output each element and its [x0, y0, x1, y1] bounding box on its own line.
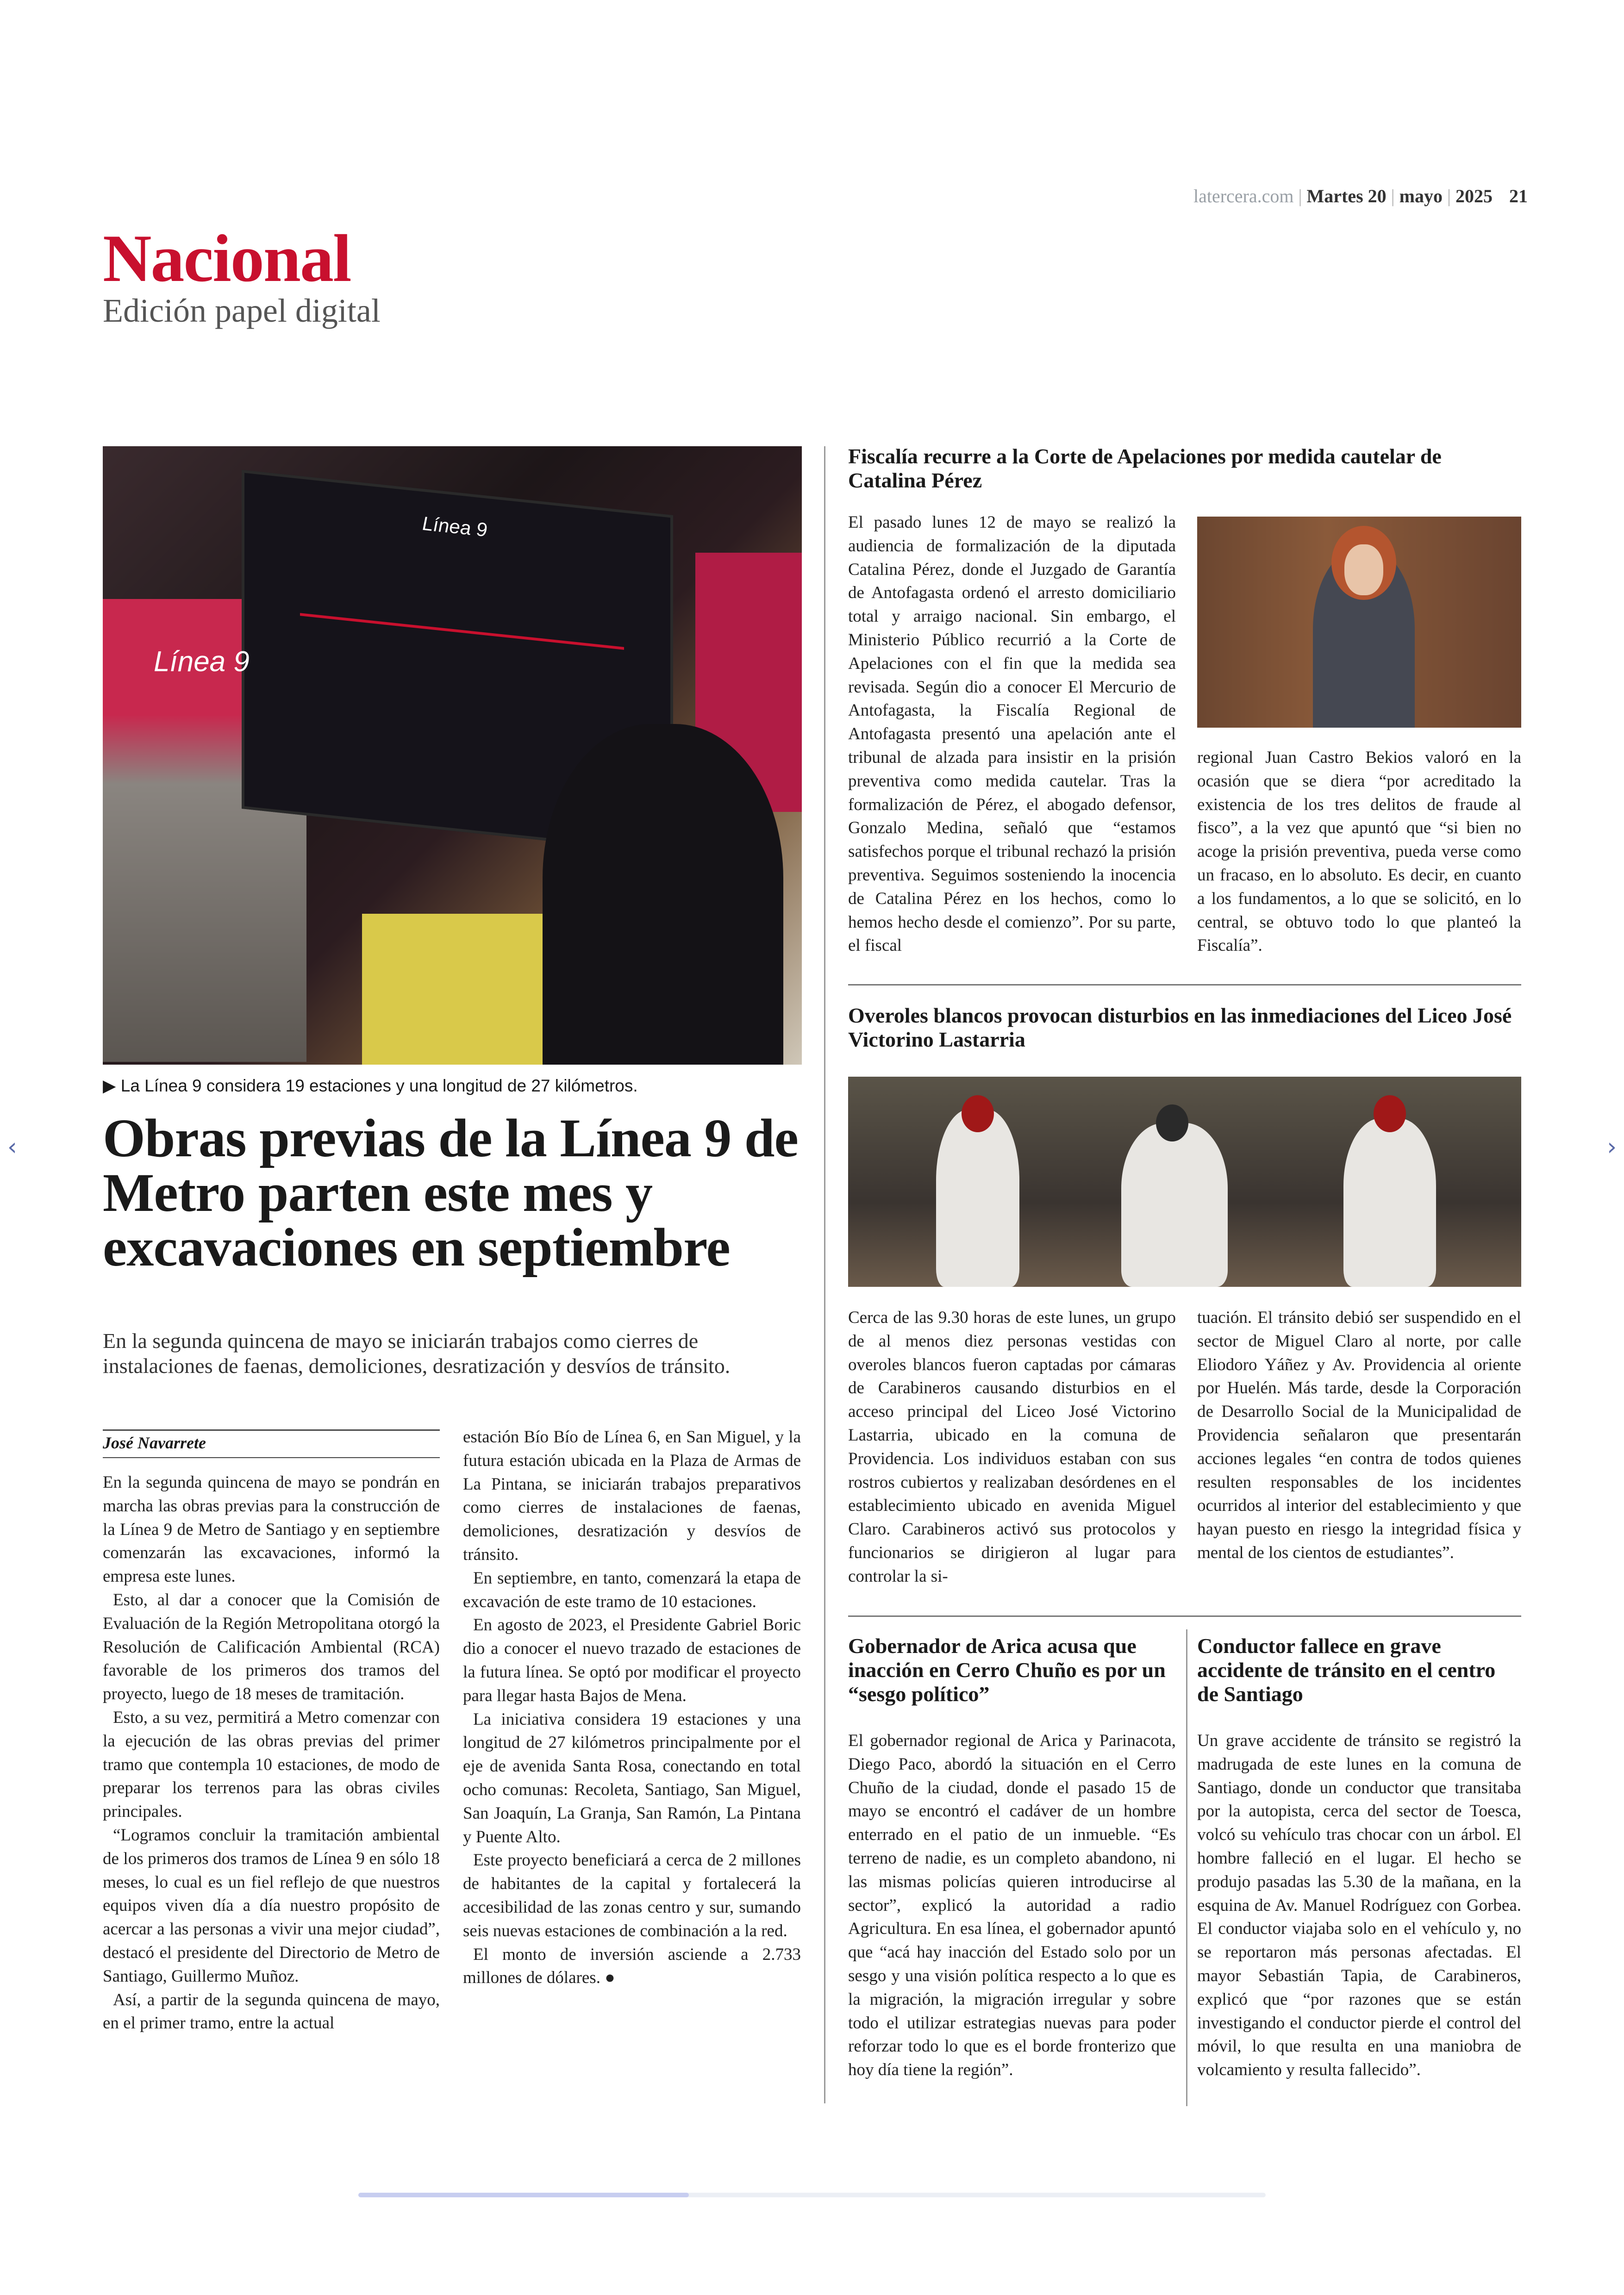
divider: |	[1447, 186, 1451, 206]
overoles-blancos-photo	[848, 1077, 1521, 1287]
main-deck: En la segunda quincena de mayo se iniciarán trabajos como cierres de instalaciones de faenas, demoliciones, desratización y desvíos de tránsito.	[103, 1329, 731, 1378]
photo-mask	[1156, 1104, 1188, 1141]
byline: José Navarrete	[103, 1434, 206, 1452]
paragraph: tuación. El tránsito debió ser suspendido en el sector de Miguel Claro al norte, por calle Eliodoro Yáñez y Av. Providencia al oriente por Huelén. Más tarde, desde la Corporación de Desarrollo Social de la Municipalidad de Providencia señalaron que presentarán acciones legales “en contra de todos quienes resulten responsables de los incidentes ocurridos al interior del establecimiento y que hayan puesto en riesgo la integridad física y mental de los cientos de estudiantes”.	[1197, 1308, 1521, 1562]
paragraph: Cerca de las 9.30 horas de este lunes, un grupo de al menos diez personas vestidas con overoles blancos fueron captadas por cámaras de Carabineros causando disturbios en el acceso principal del Liceo José Victorino Lastarria, ubicado en la comuna de Providencia. Los individuos estaban con sus rostros cubiertos y realizaban desórdenes en el establecimiento ubicado en avenida Miguel Claro. Carabineros activó sus protocolos y funcionarios se dirigieron al lugar para controlar la si-	[848, 1308, 1176, 1586]
paragraph: estación Bío Bío de Línea 6, en San Miguel, y la futura estación ubicada en la Plaza de Armas de La Pintana, se iniciarán trabajos preparativos como cierres de instalaciones de faenas, demoliciones, desratización y desvíos de tránsito.	[463, 1428, 801, 1564]
story4-body	[1197, 1729, 1521, 2082]
photo-face	[1344, 544, 1383, 595]
divider: |	[1391, 186, 1395, 206]
paragraph: “Logramos concluir la tramitación ambiental de los primeros dos tramos de Línea 9 en sólo 18 meses, lo cual es un fiel reflejo de que nuestros equipos viven día a día nuestro propósito de acercar a las personas a vivir una mejor ciudad”, destacó el presidente del Directorio de Metro de Santiago, Guillermo Muñoz.	[103, 1825, 440, 1986]
photo-mask	[1374, 1095, 1406, 1132]
catalina-perez-photo	[1197, 517, 1521, 728]
photo-person	[1121, 1123, 1228, 1287]
paragraph: Así, a partir de la segunda quincena de mayo, en el primer tramo, entre la actual	[103, 1990, 440, 2033]
site-name[interactable]: latercera.com	[1193, 186, 1294, 206]
photo-person	[1343, 1118, 1436, 1287]
paragraph: Este proyecto beneficiará a cerca de 2 millones de habitantes de la capital y fortalecerá la accesibilidad de las zonas centro y sur, sumando seis nuevas estaciones de combinación a la red.	[463, 1851, 801, 1940]
paragraph: El pasado lunes 12 de mayo se realizó la audiencia de formalización de la diputada Catalina Pérez, donde el Juzgado de Garantía de Antofagasta ordenó el arresto domiciliario total y arraigo nacional. Sin embargo, el Ministerio Público recurrió a la Corte de Apelaciones con el fin que la medida sea revisada. Según dio a conocer El Mercurio de Antofagasta, la Fiscalía Regional de Antofagasta presentó una apelación ante el tribunal de alzada para insistir en la prisión preventiva como medida cautelar. Tras la formalización de Pérez, el abogado defensor, Gonzalo Medina, señaló que “estamos satisfechos porque el tribunal rechazó la prisión preventiva. Seguimos sosteniendo la inocencia de Catalina Pérez en los hechos, como lo hemos hecho desde el comienzo”. Por su parte, el fiscal	[848, 513, 1176, 955]
story2-headline: Overoles blancos provocan disturbios en las inmediaciones del Liceo José Victorino Lastarria	[848, 1004, 1512, 1051]
prev-page-chevron-icon[interactable]: ‹	[7, 1133, 17, 1161]
issue-day: Martes 20	[1306, 186, 1387, 206]
story-divider	[848, 1615, 1521, 1617]
paragraph: regional Juan Castro Bekios valoró en la ocasión que se diera “por acreditado la existencia de los tres delitos de fraude al fisco”, a la vez que apuntó que “si bien no acoge la prisión preventiva, pueda verse como un fracaso, en lo absoluto. Es decir, en cuanto a los fundamentos, a lo que se solicitó, en lo central, se obtuvo todo lo que planteó la Fiscalía”.	[1197, 748, 1521, 955]
paragraph	[463, 1943, 801, 1990]
main-headline: Obras previas de la Línea 9 de Metro parten este mes y excavaciones en septiembre	[103, 1108, 798, 1278]
byline-rule	[103, 1429, 440, 1431]
paragraph: La iniciativa considera 19 estaciones y una longitud de 27 kilómetros principalmente por el eje de avenida Santa Rosa, conectando en total ocho comunas: Recoleta, Santiago, San Miguel, San Joaquín, La Granja, San Ramón, La Pintana y Puente Alto.	[463, 1709, 801, 1846]
photo-mask	[962, 1095, 994, 1132]
photo-person	[543, 724, 783, 1065]
photo-caption	[103, 1076, 638, 1096]
main-article-col1	[103, 1471, 440, 2035]
column-divider	[824, 446, 825, 2103]
page-scroll-thumb[interactable]	[358, 2193, 689, 2197]
photo-board-title: Línea 9	[422, 512, 487, 541]
paragraph: En septiembre, en tanto, comenzará la etapa de excavación de este tramo de 10 estaciones.	[463, 1568, 801, 1611]
story1-headline: Fiscalía recurre a la Corte de Apelaciones por medida cautelar de Catalina Pérez	[848, 444, 1442, 492]
story2-col1	[848, 1306, 1176, 1589]
byline-rule-bottom	[103, 1457, 440, 1458]
story3-headline: Gobernador de Arica acusa que inacción en Cerro Chuño es por un “sesgo político”	[848, 1634, 1166, 1706]
story1-col1	[848, 511, 1176, 958]
section-subtitle: Edición papel digital	[103, 292, 381, 329]
caption-marker-icon: ▶	[103, 1076, 116, 1095]
photo-line9-logo: Línea 9	[154, 646, 250, 678]
section-title: Nacional	[103, 221, 351, 296]
paragraph-text: El monto de inversión asciende a 2.733 millones de dólares.	[463, 1945, 801, 1988]
photo-person	[936, 1109, 1019, 1287]
paragraph: Un grave accidente de tránsito se registró la madrugada de este lunes en la comuna de Santiago, donde un conductor que transitaba por la autopista, cerca del sector de Toesca, volcó su vehículo tras chocar con un árbol. El hombre falleció en el lugar. El hecho se produjo pasadas las 5.30 de la mañana, en la esquina de Av. Manuel Rodríguez con Gorbea. El conductor viajaba solo en el vehículo y, no se reportaron más personas afectadas. El mayor Sebastián Tapia, de Carabineros, explicó que “por razones que se están investigando el conductor pierde el control del móvil, lo que resulta en una maniobra de volcamiento y resulta fallecido”.	[1197, 1731, 1521, 2080]
paragraph: En la segunda quincena de mayo se pondrán en marcha las obras previas para la construcción de la Línea 9 de Metro de Santiago y en septiembre comenzarán las excavaciones, informó la empresa este lunes.	[103, 1473, 440, 1586]
column-divider	[1186, 1629, 1187, 2106]
issue-month: mayo	[1399, 186, 1443, 206]
story-divider	[848, 984, 1521, 985]
page-header-meta	[1193, 185, 1528, 207]
end-mark-icon: ●	[605, 1968, 615, 1988]
paragraph: Esto, al dar a conocer que la Comisión de Evaluación de la Región Metropolitana otorgó la Resolución de Calificación Ambiental (RCA) favorable de los primeros dos tramos del proyecto, luego de 18 meses de tramitación.	[103, 1590, 440, 1704]
issue-year: 2025	[1455, 186, 1493, 206]
story1-col2	[1197, 746, 1521, 958]
story2-col2	[1197, 1306, 1521, 1565]
metro-line9-photo	[103, 446, 802, 1065]
next-page-chevron-icon[interactable]: ›	[1607, 1133, 1617, 1161]
page-number: 21	[1509, 186, 1528, 206]
paragraph: Esto, a su vez, permitirá a Metro comenzar con la ejecución de las obras previas del primer tramo que contempla 10 estaciones, de modo de preparar los terrenos para las obras civiles principales.	[103, 1708, 440, 1821]
story4-headline: Conductor fallece en grave accidente de tránsito en el centro de Santiago	[1197, 1634, 1496, 1706]
story3-body	[848, 1729, 1176, 2082]
caption-text: La Línea 9 considera 19 estaciones y una longitud de 27 kilómetros.	[120, 1076, 638, 1095]
main-article-col2	[463, 1426, 801, 1990]
paragraph: En agosto de 2023, el Presidente Gabriel Boric dio a conocer el nuevo trazado de estaciones de la futura línea. Se optó por modificar el proyecto para llegar hasta Bajos de Mena.	[463, 1615, 801, 1705]
paragraph: El gobernador regional de Arica y Parinacota, Diego Paco, abordó la situación en el Cerro Chuño de la ciudad, donde el pasado 15 de mayo se encontró el cadáver de un hombre enterrado en el patio de un inmueble. “Es terreno de nadie, es un completo abandono, ni las mismas policías quieren introducirse al sector”, explicó la autoridad a radio Agricultura. En esa línea, el gobernador apuntó que “acá hay inacción del Estado solo por un sesgo y una visión política respecto a lo que es la migración, la migración irregular y sobre todo el utilizar estrategias nuevas para poder reforzar todo lo que es el borde fronterizo que hoy día tiene la región”.	[848, 1731, 1176, 2080]
divider: |	[1298, 186, 1302, 206]
